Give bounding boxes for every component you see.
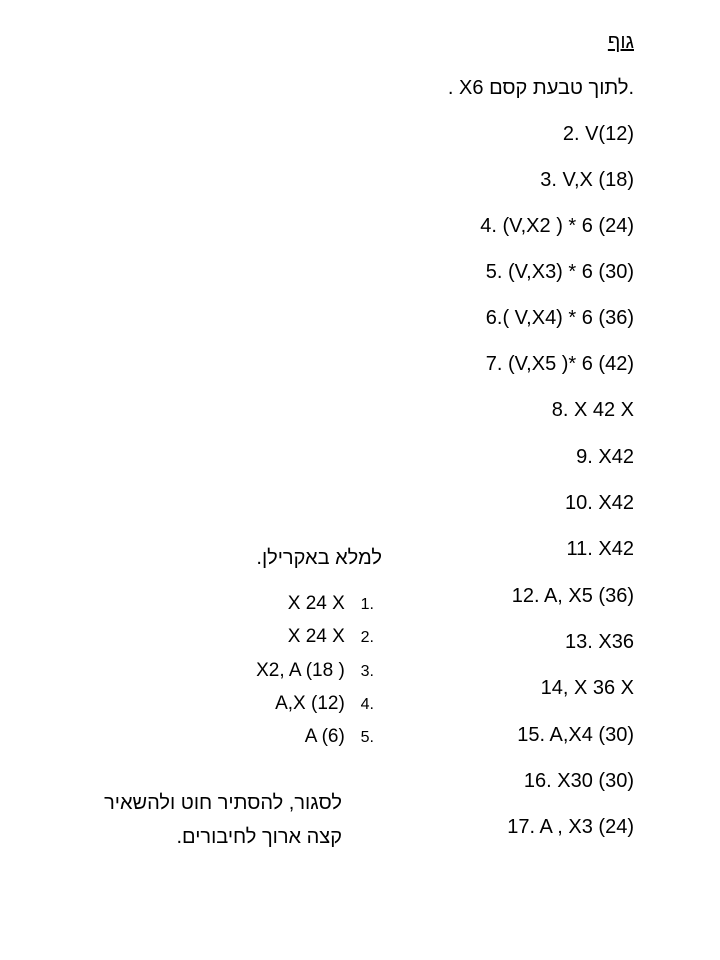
instruction-line: 5. (V,X3) * 6 (30) xyxy=(485,261,634,283)
instruction-line: 3. V,X (18) xyxy=(540,169,634,191)
item-number: 4. xyxy=(360,696,374,713)
closing-note-line: קצה ארוך לחיבורים. xyxy=(176,826,342,848)
instruction-line: 14, X 36 X xyxy=(540,677,634,699)
section-heading: גוף xyxy=(607,31,634,53)
instruction-line: 17. A , X3 (24) xyxy=(507,816,634,838)
instruction-line: 6.( V,X4) * 6 (36) xyxy=(485,307,634,329)
item-text: X 24 X xyxy=(287,626,345,647)
instruction-line: 9. X42 xyxy=(576,446,634,468)
list-item xyxy=(256,659,374,684)
instruction-line: 15. A,X4 (30) xyxy=(517,724,634,746)
list-item xyxy=(288,625,374,650)
closing-note-line: לסגור, להסתיר חוט ולהשאיר xyxy=(104,792,342,814)
filling-title: למלא באקרילן. xyxy=(256,547,382,569)
instruction-line: 11. X42 xyxy=(566,538,634,560)
instruction-line: 2. V(12) xyxy=(562,123,634,145)
instruction-line: 10. X42 xyxy=(565,492,634,514)
instruction-line: 4. (V,X2 ) * 6 (24) xyxy=(480,215,634,237)
instruction-line: 16. X30 (30) xyxy=(523,770,634,792)
item-text: X2, A (18 ) xyxy=(256,660,345,681)
instruction-line: 12. A, X5 (36) xyxy=(511,585,634,607)
instruction-line: 13. X36 xyxy=(565,631,634,653)
list-item xyxy=(275,692,374,717)
item-number: 1. xyxy=(360,596,374,613)
list-item xyxy=(305,725,374,750)
item-number: 3. xyxy=(360,663,374,680)
list-item xyxy=(288,592,374,617)
item-number: 5. xyxy=(360,729,374,746)
item-text: X 24 X xyxy=(287,593,345,614)
item-number: 2. xyxy=(360,629,374,646)
item-text: A,X (12) xyxy=(275,693,345,714)
instruction-line: 7. (V,X5 )* 6 (42) xyxy=(485,353,634,375)
item-text: A (6) xyxy=(304,726,345,747)
instruction-line: . X6 לתוך טבעת קסם. xyxy=(447,77,634,99)
instruction-line: 8. X 42 X xyxy=(551,399,634,421)
